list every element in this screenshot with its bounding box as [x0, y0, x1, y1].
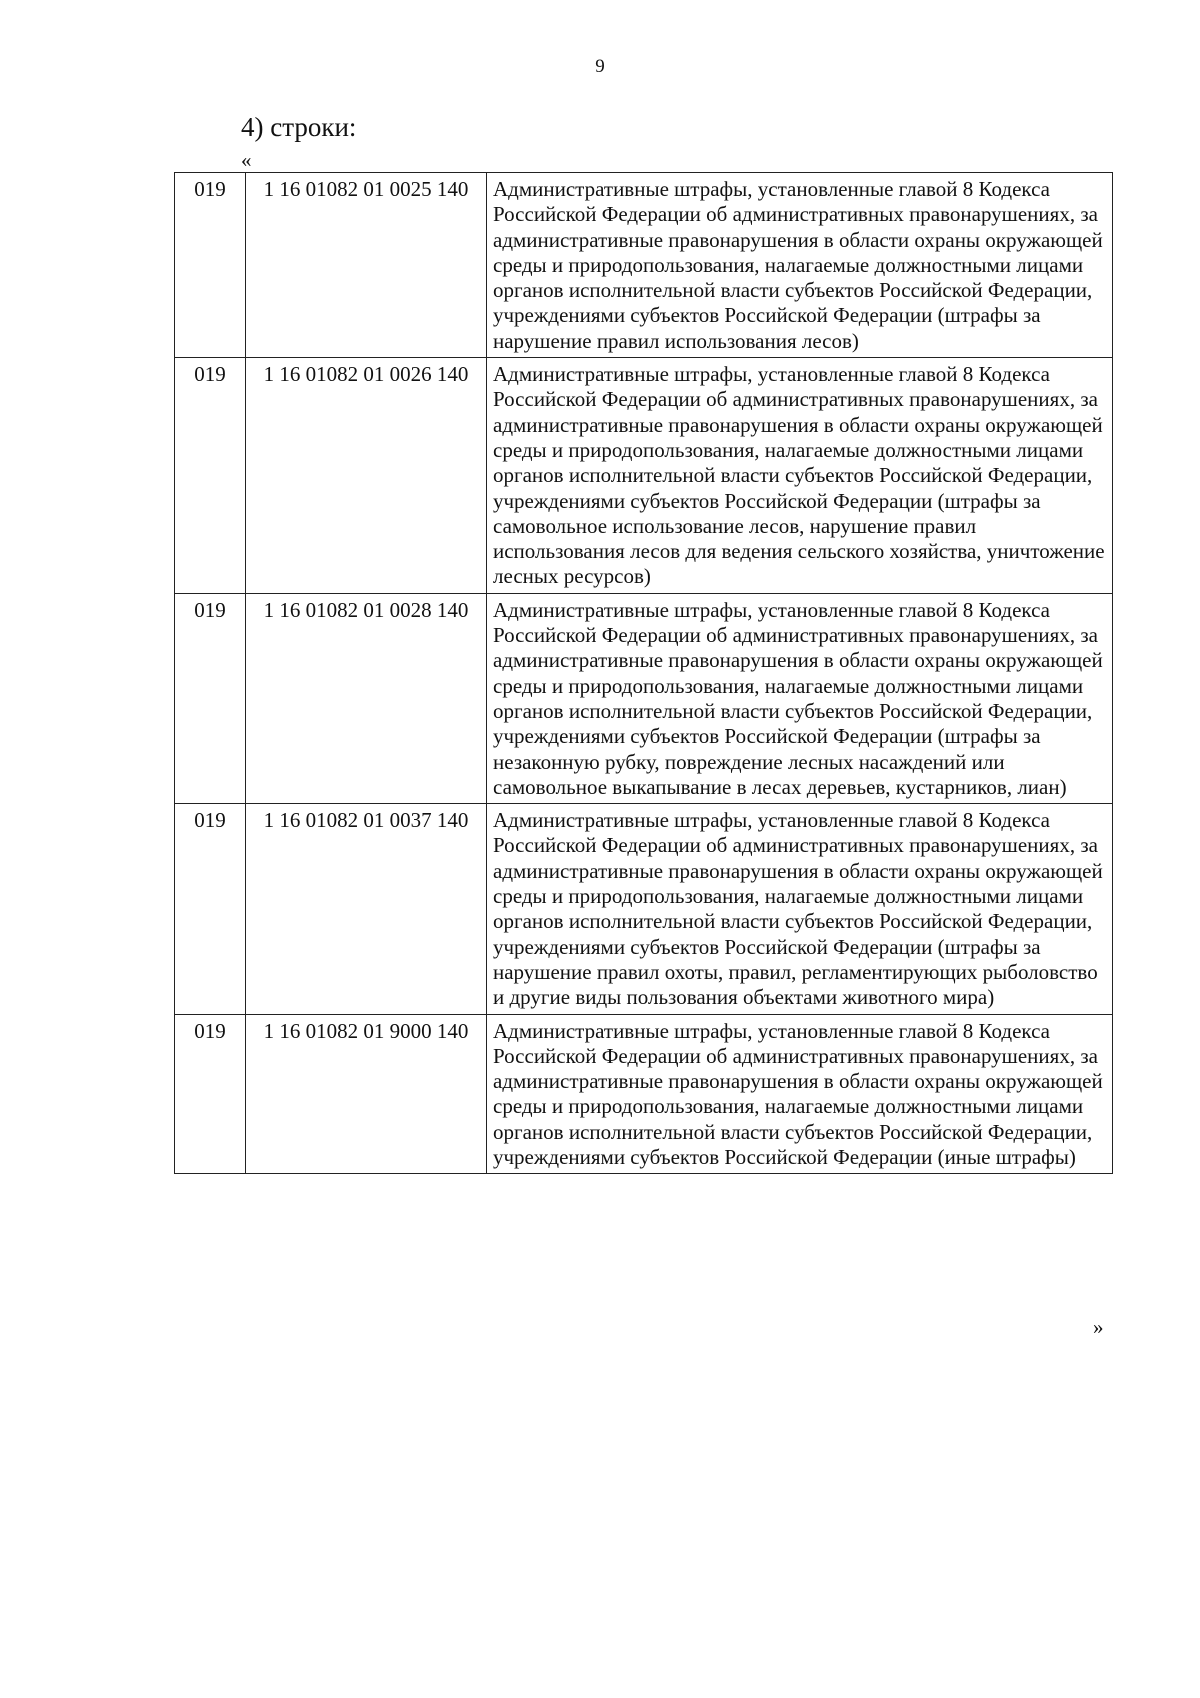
admin-code-cell: 019 [175, 593, 246, 803]
closing-quote-mark: » [1093, 1315, 1104, 1339]
table-row [175, 173, 1113, 358]
budget-classification-code-cell: 1 16 01082 01 0037 140 [246, 804, 487, 1014]
description-cell: Административные штрафы, установленные главой 8 Кодекса Российской Федерации об административных правонарушениях, за административные правонарушения в области охраны окружающей среды и природопользования, налагаемые должностными лицами органов исполнительной власти субъектов Российской Федерации, учреждениями субъектов Российской Федерации (иные штрафы) [487, 1014, 1113, 1174]
description-cell: Административные штрафы, установленные главой 8 Кодекса Российской Федерации об административных правонарушениях, за административные правонарушения в области охраны окружающей среды и природопользования, налагаемые должностными лицами органов исполнительной власти субъектов Российской Федерации, учреждениями субъектов Российской Федерации (штрафы за самовольное использование лесов, нарушение правил использования лесов для ведения сельского хозяйства, уничтожение лесных ресурсов) [487, 358, 1113, 594]
admin-code-cell: 019 [175, 358, 246, 594]
description-cell: Административные штрафы, установленные главой 8 Кодекса Российской Федерации об административных правонарушениях, за административные правонарушения в области охраны окружающей среды и природопользования, налагаемые должностными лицами органов исполнительной власти субъектов Российской Федерации, учреждениями субъектов Российской Федерации (штрафы за нарушение правил охоты, правил, регламентирующих рыболовство и другие виды пользования объектами животного мира) [487, 804, 1113, 1014]
table-row [175, 804, 1113, 1014]
budget-classification-code-cell: 1 16 01082 01 0028 140 [246, 593, 487, 803]
budget-classification-code-cell: 1 16 01082 01 9000 140 [246, 1014, 487, 1174]
admin-code-cell: 019 [175, 1014, 246, 1174]
table-row [175, 1014, 1113, 1174]
section-heading: 4) строки: [241, 112, 357, 142]
description-cell: Административные штрафы, установленные главой 8 Кодекса Российской Федерации об административных правонарушениях, за административные правонарушения в области охраны окружающей среды и природопользования, налагаемые должностными лицами органов исполнительной власти субъектов Российской Федерации, учреждениями субъектов Российской Федерации (штрафы за незаконную рубку, повреждение лесных насаждений или самовольное выкапывание в лесах деревьев, кустарников, лиан) [487, 593, 1113, 803]
table-row [175, 358, 1113, 594]
admin-code-cell: 019 [175, 173, 246, 358]
description-cell: Административные штрафы, установленные главой 8 Кодекса Российской Федерации об административных правонарушениях, за административные правонарушения в области охраны окружающей среды и природопользования, налагаемые должностными лицами органов исполнительной власти субъектов Российской Федерации, учреждениями субъектов Российской Федерации (штрафы за нарушение правил использования лесов) [487, 173, 1113, 358]
budget-codes-table [174, 172, 1113, 1174]
table-row [175, 593, 1113, 803]
page-number: 9 [595, 56, 605, 77]
budget-classification-code-cell: 1 16 01082 01 0026 140 [246, 358, 487, 594]
opening-quote-mark: « [241, 148, 252, 172]
admin-code-cell: 019 [175, 804, 246, 1014]
budget-classification-code-cell: 1 16 01082 01 0025 140 [246, 173, 487, 358]
